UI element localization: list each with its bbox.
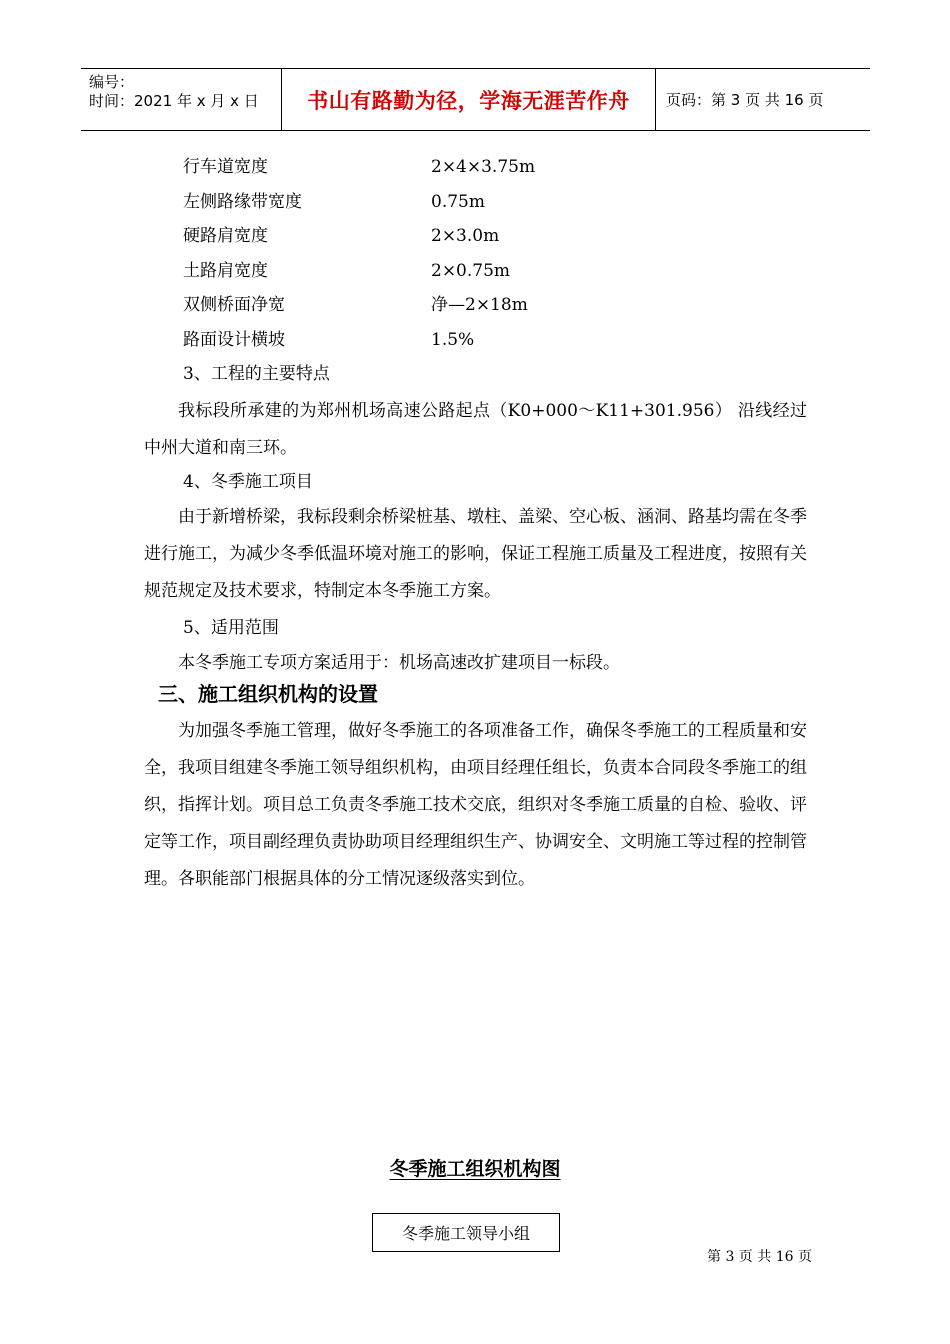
spec-value: 2×0.75m — [431, 261, 511, 281]
org-chart-title — [0, 1155, 950, 1183]
spec-value: 净—2×18m — [431, 295, 528, 315]
header-motto-cell — [282, 69, 656, 130]
paragraph: 为加强冬季施工管理，做好冬季施工的各项准备工作，确保冬季施工的工程质量和安全，我项目组建冬季施工领导组织机构，由项目经理任组长，负责本合同段冬季施工的组织，指挥计划。项目总工负责冬季施工技术交底，组织对冬季施工质量的自检、验收、评定等工作，项目副经理负责协助项目经理组织生产、协调安全、文明施工等过程的控制管理。各职能部门根据具体的分工情况逐级落实到位。 — [144, 721, 807, 889]
subsection-title: 3、工程的主要特点 — [183, 364, 330, 384]
section-heading: 三、施工组织机构的设置 — [158, 682, 378, 706]
spec-label: 路面设计横坡 — [183, 330, 285, 350]
org-chart-title-text: 冬季施工组织机构图 — [389, 1158, 561, 1180]
org-chart-leader-label: 冬季施工领导小组 — [401, 1224, 530, 1243]
spec-label: 双侧桥面净宽 — [183, 295, 285, 315]
subsection-title: 5、适用范围 — [183, 618, 279, 638]
org-chart-leader-box — [372, 1213, 560, 1252]
spec-value: 1.5% — [431, 330, 475, 350]
document-number-label: 编号： — [89, 73, 135, 91]
spec-label: 土路肩宽度 — [183, 261, 268, 281]
header-page-number: 页码：第 3 页 共 16 页 — [666, 91, 824, 109]
paragraph: 由于新增桥梁，我标段剩余桥梁桩基、墩柱、盖梁、空心板、涵洞、路基均需在冬季进行施工，为减少冬季低温环境对施工的影响，保证工程施工质量及工程进度，按照有关规范规定及技术要求，特制定本冬季施工方案。 — [144, 507, 807, 601]
spec-value: 2×4×3.75m — [431, 157, 536, 177]
spec-label: 左侧路缘带宽度 — [183, 192, 302, 212]
header-page-cell — [656, 69, 870, 130]
spec-label: 硬路肩宽度 — [183, 226, 268, 246]
page-footer: 第 3 页 共 16 页 — [707, 1249, 812, 1265]
paragraph: 我标段所承建的为郑州机场高速公路起点（K0+000～K11+301.956） 沿线经过中州大道和南三环。 — [144, 401, 807, 458]
spec-label: 行车道宽度 — [183, 157, 268, 177]
subsection-title: 4、冬季施工项目 — [183, 472, 313, 492]
paragraph: 本冬季施工专项方案适用于：机场高速改扩建项目一标段。 — [178, 653, 620, 673]
header-motto: 书山有路勤为径，学海无涯苦作舟 — [307, 88, 630, 113]
header-meta-cell — [81, 69, 282, 130]
spec-value: 2×3.0m — [431, 226, 500, 246]
page-header — [81, 68, 870, 131]
document-date-label: 时间：2021 年 x 月 x 日 — [89, 92, 259, 110]
spec-value: 0.75m — [431, 192, 485, 212]
